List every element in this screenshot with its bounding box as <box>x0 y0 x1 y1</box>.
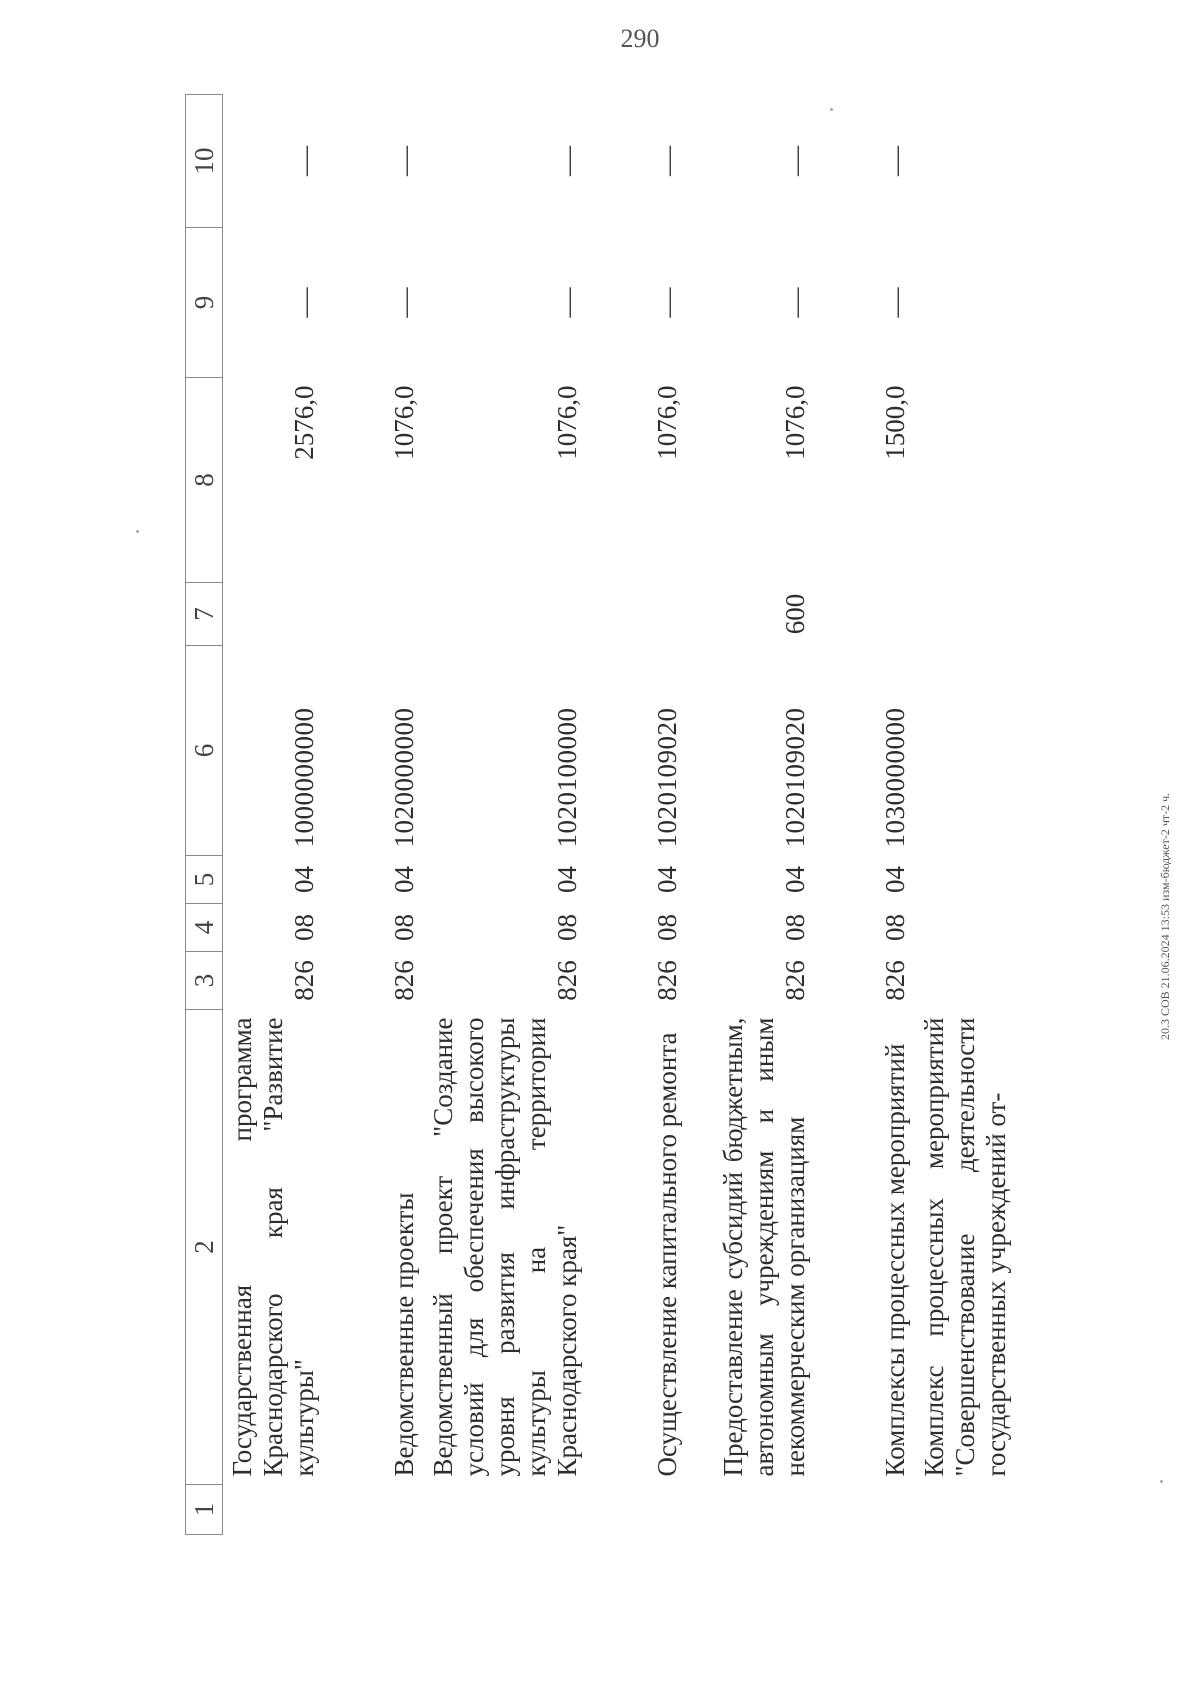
column-header: 7 <box>186 583 223 646</box>
cell-section: 08 <box>289 914 319 941</box>
cell-dash <box>915 228 1016 378</box>
table-row <box>815 95 915 1535</box>
cell-blank <box>687 1485 815 1535</box>
row-name: Осуществление капитального ремонта <box>652 1032 682 1477</box>
table-header <box>186 95 223 1535</box>
column-header: 1 <box>186 1485 223 1535</box>
cell-section <box>915 904 1016 952</box>
column-header: 9 <box>186 228 223 378</box>
cell-subsection: 04 <box>552 866 582 893</box>
row-name: Ведомственные проекты <box>389 1192 419 1477</box>
cell-section: 08 <box>880 914 910 941</box>
scan-speck <box>1160 1480 1163 1483</box>
table-row <box>915 95 1016 1535</box>
column-header: 8 <box>186 378 223 583</box>
column-header: 10 <box>186 95 223 228</box>
cell-amount <box>915 378 1016 583</box>
cell-subsection: 04 <box>289 866 319 893</box>
page-number: 290 <box>620 24 660 53</box>
row-name: Предоставление субсидий бюджетным, автономным учреждениям и иным некоммерческим организациям <box>718 1017 810 1477</box>
cell-dash: — <box>779 287 812 318</box>
cell-section: 08 <box>552 914 582 941</box>
cell-dash: — <box>879 287 912 318</box>
footer-code: 20.3 СОВ 21.06.2024 13:53 изм-бюджет-2 чт-2 ч. <box>1158 792 1172 1040</box>
cell-target-article: 1020100000 <box>552 707 582 848</box>
cell-expense-type <box>915 583 1016 646</box>
cell-ministry-code: 826 <box>780 960 810 1001</box>
cell-expense-type: 600 <box>780 593 810 635</box>
scan-speck <box>136 530 139 533</box>
cell-target-article: 1020109020 <box>780 707 810 848</box>
cell-ministry-code: 826 <box>880 960 910 1001</box>
column-header: 6 <box>186 646 223 856</box>
budget-table <box>185 94 1016 1535</box>
cell-subsection: 04 <box>389 866 419 893</box>
cell-subsection <box>915 856 1016 904</box>
column-header: 5 <box>186 856 223 904</box>
cell-dash: — <box>551 287 584 318</box>
cell-expense-type <box>324 583 424 646</box>
cell-dash: — <box>388 146 421 176</box>
cell-ministry-code <box>915 952 1016 1010</box>
column-header: 4 <box>186 904 223 952</box>
rotated-budget-table-container <box>185 95 1011 1535</box>
cell-amount: 1076,0 <box>652 385 682 460</box>
cell-amount: 1076,0 <box>389 385 419 460</box>
cell-dash: — <box>651 287 684 318</box>
cell-amount: 1076,0 <box>780 385 810 460</box>
row-name: Ведомственный проект "Создание условий для обеспечения высокого уровня развития инфраструктуры культуры на территории Краснодарского края" <box>428 1017 582 1477</box>
scan-speck <box>830 108 833 111</box>
table-row <box>223 95 325 1535</box>
row-name: Комплексы процессных мероприятий <box>880 1043 910 1477</box>
row-name: Комплекс процессных мероприятий "Совершенствование деятельности государственных учреждений от- <box>919 1017 1011 1477</box>
cell-expense-type <box>815 583 915 646</box>
cell-dash: — <box>288 287 321 318</box>
column-header: 3 <box>186 952 223 1010</box>
cell-dash: — <box>288 146 321 176</box>
cell-target-article: 1020000000 <box>389 707 419 848</box>
cell-subsection: 04 <box>652 866 682 893</box>
cell-dash: — <box>779 146 812 176</box>
cell-ministry-code: 826 <box>289 960 319 1001</box>
table-row <box>424 95 587 1535</box>
cell-blank <box>587 1485 687 1535</box>
cell-target-article: 1000000000 <box>289 707 319 848</box>
cell-ministry-code: 826 <box>652 960 682 1001</box>
cell-section: 08 <box>780 914 810 941</box>
cell-blank <box>815 1485 915 1535</box>
cell-section: 08 <box>389 914 419 941</box>
cell-target-article: 1020109020 <box>652 707 682 848</box>
cell-section: 08 <box>652 914 682 941</box>
cell-blank <box>223 1485 325 1535</box>
cell-dash: — <box>879 146 912 176</box>
cell-ministry-code: 826 <box>389 960 419 1001</box>
table-row <box>324 95 424 1535</box>
cell-expense-type <box>587 583 687 646</box>
cell-dash <box>915 95 1016 228</box>
cell-dash: — <box>651 146 684 176</box>
cell-blank <box>915 1485 1016 1535</box>
cell-target-article: 1030000000 <box>880 707 910 848</box>
cell-dash: — <box>388 287 421 318</box>
cell-dash: — <box>551 146 584 176</box>
cell-target-article <box>915 646 1016 856</box>
cell-subsection: 04 <box>780 866 810 893</box>
cell-amount: 2576,0 <box>289 385 319 460</box>
cell-expense-type <box>223 583 325 646</box>
cell-expense-type <box>424 583 587 646</box>
cell-amount: 1500,0 <box>880 385 910 460</box>
cell-ministry-code: 826 <box>552 960 582 1001</box>
table-body <box>223 95 1017 1535</box>
table-row <box>587 95 687 1535</box>
cell-subsection: 04 <box>880 866 910 893</box>
cell-amount: 1076,0 <box>552 385 582 460</box>
cell-blank <box>324 1485 424 1535</box>
row-name: Государственная программа Краснодарского края "Развитие культуры" <box>227 1017 319 1477</box>
table-row <box>687 95 815 1535</box>
cell-blank <box>424 1485 587 1535</box>
column-header: 2 <box>186 1010 223 1485</box>
